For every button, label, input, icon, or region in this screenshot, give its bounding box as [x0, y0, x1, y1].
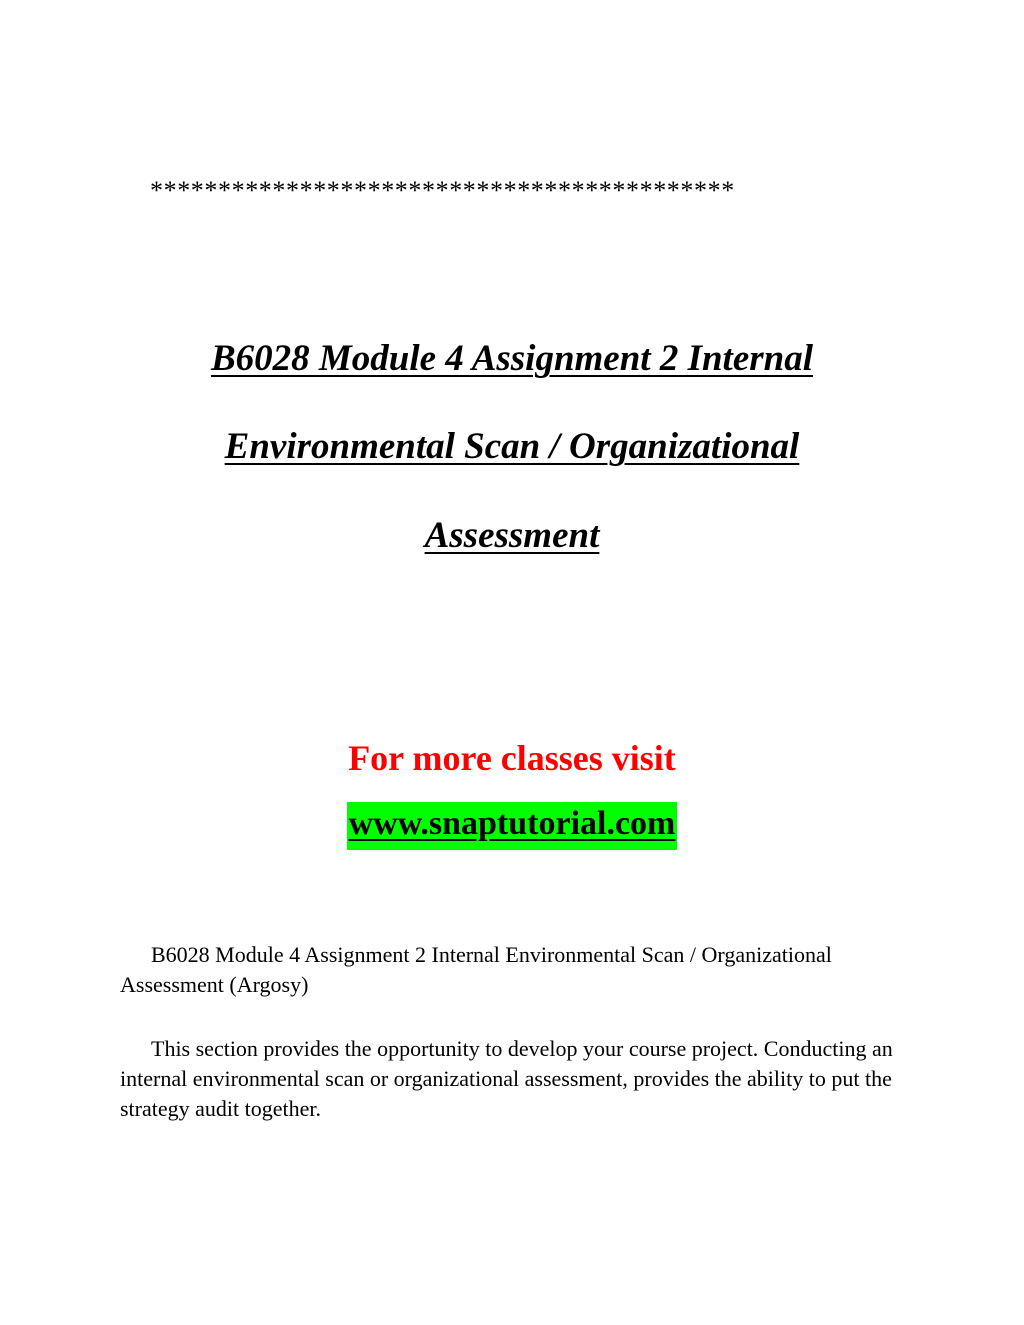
website-link[interactable]: www.snaptutorial.com: [347, 802, 678, 850]
asterisk-separator: *******************************************: [150, 176, 735, 205]
description-paragraph: This section provides the opportunity to develop your course project. Conducting an internal environmental scan or organizational assessment, provides the ability to put the strategy audit together.: [120, 1036, 893, 1121]
document-title-line-1: B6028 Module 4 Assignment 2 Internal: [210, 338, 814, 379]
website-link-container: [0, 802, 1024, 850]
intro-paragraph: B6028 Module 4 Assignment 2 Internal Environmental Scan / Organizational Assessment (Argosy): [120, 942, 832, 997]
promo-text: For more classes visit: [348, 738, 676, 778]
document-title-line-3: Assessment: [424, 515, 600, 556]
document-title-line-2: Environmental Scan / Organizational: [224, 426, 800, 467]
